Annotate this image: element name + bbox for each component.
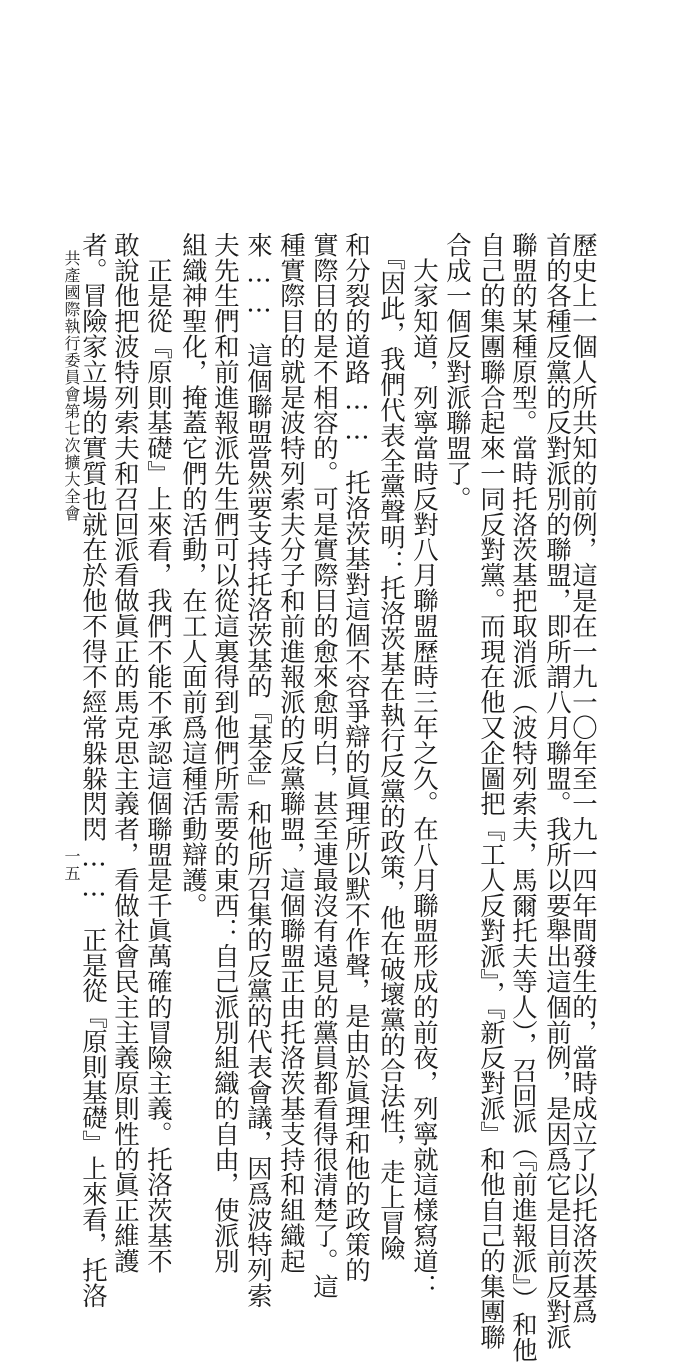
running-title: 共產國際執行委員會第七次擴大全會 [62, 250, 81, 522]
text-column: 歷史上一個人所共知的前例，這是在一九一〇年至一九一四年間發生的，當時成立了以托洛茨基爲 [569, 232, 599, 1325]
text-column: 和分裂的道路…… 托洛茨基對這個不容爭辯的眞理所以默不作聲，是由於眞理和他的政策的 [342, 232, 372, 1283]
text-column: 者。冒險家立場的實質也就在於他不得不經常躲躲閃閃…… 正是從『原則基礎』上來看，托洛 [79, 232, 109, 1308]
text-column: 來…… 這個聯盟當然要支持托洛茨基的『基金』和他所召集的反黨的代表會議，因爲波特列索 [244, 232, 274, 1308]
text-column: 種實際目的就是波特列索夫分子和前進報派的反黨聯盟，這個聯盟正由托洛茨基支持和組織起 [277, 232, 307, 1274]
page-number: 一五 [62, 848, 81, 882]
text-column: 聯盟的某種原型。當時托洛茨基把取消派（波特列索夫，馬爾托夫等人），召回派（『前進報派』）和他 [509, 232, 539, 1362]
text-column: 首的各種反黨的反對派別的聯盟，即所謂八月聯盟。我所以要舉出這個前例，是因爲它是目前反對派 [543, 232, 573, 1350]
text-column: 組織神聖化，掩蓋它們的活動，在工人面前爲這種活動辯護。 [179, 232, 209, 918]
text-column: 夫先生們和前進報派先生們可以從這裏得到他們所需要的東西：自己派別組織的自由，使派別 [211, 232, 241, 1274]
text-column: 正是從『原則基礎』上來看，我們不能不承認這個聯盟是千眞萬確的冒險主義。托洛茨基不 [144, 232, 174, 1274]
text-column: 『因此，我們代表全黨聲明：托洛茨基在執行反黨的政策，他在破壞黨的合法性，走上冒險 [377, 232, 407, 1261]
text-column: 大家知道，列寧當時反對八月聯盟歷時三年之久。在八月聯盟形成的前夜，列寧就這樣寫道： [410, 232, 440, 1299]
text-column: 敢說他把波特列索夫和召回派看做眞正的馬克思主義者，看做社會民主主義原則性的眞正維護 [111, 232, 141, 1274]
text-column: 自己的集團聯合起來一同反對黨。而現在他又企圖把『工人反對派』，『新反對派』和他自己的集團聯 [477, 232, 507, 1350]
text-column: 合成一個反對派聯盟了。 [443, 232, 473, 512]
text-column: 實際目的是不相容的。可是實際目的愈來愈明白，甚至連最沒有遠見的黨員都看得很清楚了。這 [310, 232, 340, 1299]
